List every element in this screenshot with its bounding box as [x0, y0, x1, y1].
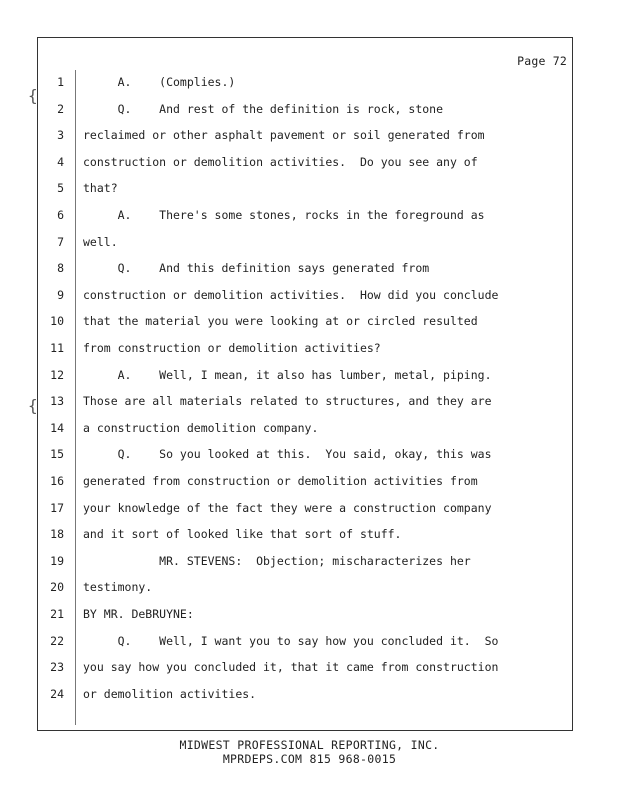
line-text: your knowledge of the fact they were a construction company [83, 500, 492, 515]
line-number: 2 [57, 101, 64, 116]
line-text: and it sort of looked like that sort of stuff. [83, 527, 402, 542]
line-number: 7 [57, 234, 64, 249]
line-number: 13 [50, 394, 64, 409]
line-number: 8 [57, 261, 64, 276]
line-number: 14 [50, 420, 64, 435]
line-number: 10 [50, 314, 64, 329]
line-text: a construction demolition company. [83, 420, 319, 435]
line-number: 23 [50, 660, 64, 675]
line-number: 21 [50, 607, 64, 621]
line-text: Those are all materials related to structures, and they are [83, 394, 492, 409]
line-number: 6 [57, 208, 64, 222]
line-text: A. Well, I mean, it also has lumber, metal, piping. [83, 367, 492, 382]
line-number: 1 [57, 75, 64, 89]
line-number: 24 [50, 686, 64, 701]
line-text: A. There's some stones, rocks in the foreground as [83, 208, 485, 222]
line-text: Q. Well, I want you to say how you concluded it. So [83, 633, 499, 648]
line-text: MR. STEVENS: Objection; mischaracterizes her [83, 553, 471, 568]
line-text: well. [83, 234, 118, 249]
line-text: you say how you concluded it, that it came from construction [83, 660, 499, 675]
line-number-margin-rule [75, 70, 76, 725]
line-number: 19 [50, 553, 64, 568]
line-text: Q. And rest of the definition is rock, stone [83, 101, 444, 116]
line-text: from construction or demolition activities? [83, 341, 381, 355]
line-text: generated from construction or demolition activities from [83, 474, 478, 488]
line-text: construction or demolition activities. Do you see any of [83, 154, 478, 169]
reporter-footer [0, 738, 619, 766]
line-text: Q. And this definition says generated from [83, 261, 430, 276]
line-text: Q. So you looked at this. You said, okay, this was [83, 447, 492, 462]
line-text: BY MR. DeBRUYNE: [83, 607, 194, 621]
line-number: 3 [57, 128, 64, 143]
line-text: that the material you were looking at or circled resulted [83, 314, 478, 329]
line-number: 5 [57, 181, 64, 196]
line-number: 17 [50, 500, 64, 515]
line-text: reclaimed or other asphalt pavement or soil generated from [83, 128, 485, 143]
line-number: 12 [50, 367, 64, 382]
line-number: 11 [50, 341, 64, 355]
line-number: 15 [50, 447, 64, 462]
line-number: 16 [50, 474, 64, 488]
line-text: or demolition activities. [83, 686, 257, 701]
line-text: construction or demolition activities. How did you conclude [83, 287, 499, 302]
line-number: 18 [50, 527, 64, 542]
line-text: A. (Complies.) [83, 75, 236, 89]
line-number: 20 [50, 580, 64, 595]
page-number: Page 72 [517, 54, 567, 68]
line-text: testimony. [83, 580, 153, 595]
margin-bracket-mark: { [28, 86, 38, 105]
margin-bracket-mark: { [28, 396, 38, 415]
reporter-contact: MPRDEPS.COM 815 968-0015 [222, 752, 397, 766]
reporter-company: MIDWEST PROFESSIONAL REPORTING, INC. [179, 738, 440, 752]
line-number: 4 [57, 154, 64, 169]
line-text: that? [83, 181, 118, 196]
line-number: 22 [50, 633, 64, 648]
line-number: 9 [57, 287, 64, 302]
